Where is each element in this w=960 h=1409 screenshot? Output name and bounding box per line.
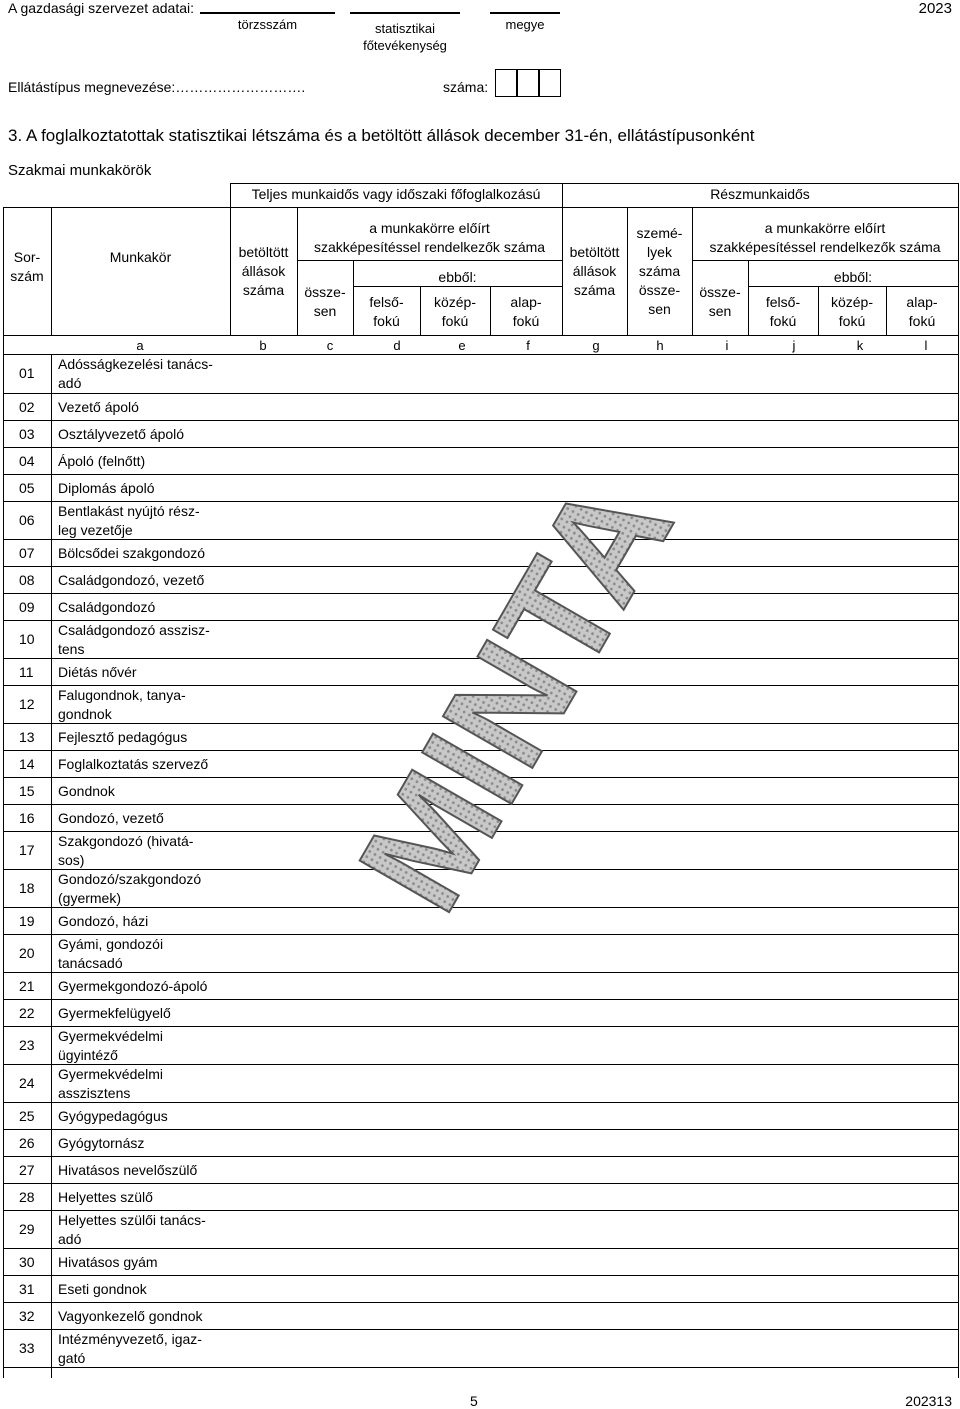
year: 2023 (918, 0, 952, 17)
row-number: 07 (19, 544, 35, 561)
row-number: 33 (19, 1340, 35, 1356)
row-number: 25 (19, 1107, 35, 1124)
table-row (3, 935, 958, 973)
row-number: 02 (19, 398, 35, 415)
row-munkakor: Eseti gondnok (58, 1281, 147, 1297)
row-munkakor: Gyermekfelügyelő (58, 1005, 171, 1021)
col-alap-full: alap- fokú (510, 294, 542, 329)
row-munkakor: Intézményvezető, igaz- gató (58, 1331, 202, 1366)
row-munkakor: Gyermekgondozó-ápoló (58, 978, 208, 994)
row-munkakor: Adósságkezelési tanács- adó (58, 356, 213, 391)
col-sorszam: Sor- szám (10, 249, 44, 284)
table-row (3, 475, 958, 502)
row-number: 27 (19, 1161, 35, 1178)
row-munkakor: Hivatásos nevelőszülő (58, 1162, 198, 1178)
col-ebbol-part: ebből: (833, 269, 873, 285)
letter-l: l (924, 338, 928, 353)
col-felso-part: felső- fokú (765, 294, 801, 329)
form-code: 202313 (905, 1393, 952, 1409)
row-number: 04 (19, 452, 35, 469)
row-number: 29 (19, 1221, 35, 1237)
letter-d: d (393, 338, 401, 353)
table-row (3, 1157, 958, 1184)
table-body (3, 354, 958, 1368)
row-number: 08 (19, 571, 35, 588)
row-munkakor: Szakgondozó (hivatá- sos) (58, 833, 194, 868)
row-number: 21 (19, 977, 35, 994)
row-munkakor: Bölcsődei szakgondozó (58, 545, 206, 561)
org-data-label: A gazdasági szervezet adatai: (8, 0, 195, 16)
table-row (3, 1103, 958, 1130)
table-row (3, 1184, 958, 1211)
szama-label: száma: (443, 79, 489, 95)
col-szemelyek-part: szemé- lyek száma össze- sen (636, 225, 683, 317)
row-number: 15 (19, 782, 35, 799)
row-number: 26 (19, 1134, 35, 1151)
row-number: 31 (19, 1280, 35, 1297)
col-osszesen-full: össze- sen (304, 284, 346, 319)
table-row (3, 1065, 958, 1103)
section-title: 3. A foglalkoztatottak statisztikai létszáma és a betöltött állások december 31-én, ellátástípusonként (8, 126, 755, 145)
table-row (3, 1249, 958, 1276)
table-row (3, 354, 958, 394)
row-munkakor: Gyermekvédelmi asszisztens (58, 1066, 164, 1101)
table-row (3, 1276, 958, 1303)
letter-a: a (136, 338, 144, 353)
ellatastipus-label: Ellátástípus megnevezése:………………………. (8, 79, 306, 95)
letter-b: b (259, 338, 267, 353)
col-felso-full: felső- fokú (369, 294, 404, 329)
row-number: 18 (19, 880, 35, 896)
row-munkakor: Foglalkoztatás szervező (58, 756, 209, 772)
page-number: 5 (470, 1393, 478, 1409)
col-szakkepesites-full: a munkakörre előírt szakképesítéssel rendelkezők száma (313, 220, 546, 255)
digit-box-2[interactable] (517, 69, 539, 97)
row-number: 05 (19, 479, 35, 496)
row-munkakor: Gyermekvédelmi ügyintéző (58, 1028, 164, 1063)
row-munkakor: Gondozó, házi (58, 913, 149, 929)
row-munkakor: Gyámi, gondozói tanácsadó (58, 936, 164, 971)
col-alap-part: alap- fokú (906, 294, 938, 329)
group-full-time: Teljes munkaidős vagy időszaki főfoglalkozású (251, 186, 541, 202)
row-number: 11 (19, 663, 34, 680)
table-row (3, 1000, 958, 1027)
row-munkakor: Gyógytornász (58, 1135, 145, 1151)
row-munkakor: Helyettes szülő (58, 1189, 153, 1205)
table-row (3, 659, 958, 686)
row-munkakor: Gondnok (58, 783, 115, 799)
table-row (3, 1130, 958, 1157)
row-munkakor: Falugondnok, tanya- gondnok (58, 687, 186, 722)
watermark-text: MINTA (326, 451, 704, 937)
col-osszesen-part: össze- sen (699, 284, 741, 319)
table-row (3, 1330, 958, 1368)
letter-i: i (725, 338, 729, 353)
subtitle: Szakmai munkakörök (8, 162, 152, 179)
row-munkakor: Családgondozó (58, 599, 156, 615)
row-munkakor: Gondozó, vezető (58, 810, 164, 826)
row-number: 10 (19, 631, 35, 647)
table-row (3, 540, 958, 567)
megye-field-line (490, 12, 560, 14)
table-row (3, 973, 958, 1000)
row-number: 01 (19, 365, 35, 381)
table-row (3, 832, 958, 870)
table-row (3, 621, 958, 659)
table-row (3, 870, 958, 908)
table-row (3, 908, 958, 935)
col-szakkepesites-part: a munkakörre előírt szakképesítéssel rendelkezők száma (709, 220, 941, 255)
row-number: 17 (19, 842, 35, 858)
table-row (3, 421, 958, 448)
col-betoltott-part: betöltött állások száma (569, 244, 620, 298)
digit-box-3[interactable] (539, 69, 561, 97)
table-row (3, 805, 958, 832)
table-row (3, 686, 958, 724)
table-row (3, 594, 958, 621)
letter-h: h (656, 338, 664, 353)
row-munkakor: Vagyonkezelő gondnok (58, 1308, 203, 1324)
fotevekenyseg-field-line (350, 12, 460, 14)
table-row (3, 502, 958, 540)
row-munkakor: Osztályvezető ápoló (58, 426, 185, 442)
row-number: 22 (19, 1004, 35, 1021)
table-row (3, 751, 958, 778)
table-row (3, 778, 958, 805)
group-part-time: Részmunkaidős (710, 186, 810, 202)
row-munkakor: Hivatásos gyám (58, 1254, 158, 1270)
letter-j: j (792, 338, 796, 353)
megye-label: megye (505, 17, 545, 32)
digit-box-1[interactable] (495, 69, 517, 97)
table-row (3, 448, 958, 475)
row-number: 32 (19, 1307, 35, 1324)
table-row (3, 1211, 958, 1249)
row-munkakor: Gondozó/szakgondozó (gyermek) (58, 871, 202, 906)
row-number: 12 (19, 696, 35, 712)
letter-c: c (326, 338, 334, 353)
table-row (3, 567, 958, 594)
table-row (3, 1303, 958, 1330)
col-betoltott-full: betöltött állások száma (238, 244, 289, 298)
row-number: 03 (19, 425, 35, 442)
row-number: 20 (19, 945, 35, 961)
row-number: 19 (19, 912, 35, 929)
row-number: 24 (19, 1075, 35, 1091)
row-number: 23 (19, 1037, 35, 1053)
row-munkakor: Vezető ápoló (58, 399, 139, 415)
row-number: 14 (19, 755, 35, 772)
letter-g: g (592, 338, 600, 353)
table-row (3, 724, 958, 751)
col-kozep-part: közép- fokú (830, 294, 874, 329)
torzsszam-label: törzsszám (237, 17, 298, 32)
row-munkakor: Bentlakást nyújtó rész- leg vezetője (58, 503, 200, 538)
row-munkakor: Helyettes szülői tanács- adó (58, 1212, 206, 1247)
torzsszam-field-line (200, 12, 335, 14)
row-munkakor: Gyógypedagógus (58, 1108, 168, 1124)
row-number: 13 (19, 728, 35, 745)
row-munkakor: Családgondozó asszisz- tens (58, 622, 210, 657)
col-ebbol-full: ebből: (438, 269, 477, 285)
table-row (3, 394, 958, 421)
table-row (3, 1027, 958, 1065)
letter-k: k (856, 338, 864, 353)
row-munkakor: Fejlesztő pedagógus (58, 729, 188, 745)
row-number: 28 (19, 1188, 35, 1205)
row-number: 30 (19, 1253, 35, 1270)
row-munkakor: Diétás nővér (58, 664, 137, 680)
col-munkakor: Munkakör (109, 249, 172, 265)
row-munkakor: Diplomás ápoló (58, 480, 155, 496)
row-munkakor: Ápoló (felnőtt) (58, 453, 146, 469)
row-number: 16 (19, 809, 35, 826)
col-kozep-full: közép- fokú (433, 294, 477, 329)
row-number: 09 (19, 598, 35, 615)
row-number: 06 (19, 512, 35, 528)
fotevekenyseg-label: statisztikai főtevékenység (363, 21, 447, 53)
row-munkakor: Családgondozó, vezető (58, 572, 205, 588)
letter-e: e (458, 338, 466, 353)
letter-f: f (526, 338, 530, 353)
